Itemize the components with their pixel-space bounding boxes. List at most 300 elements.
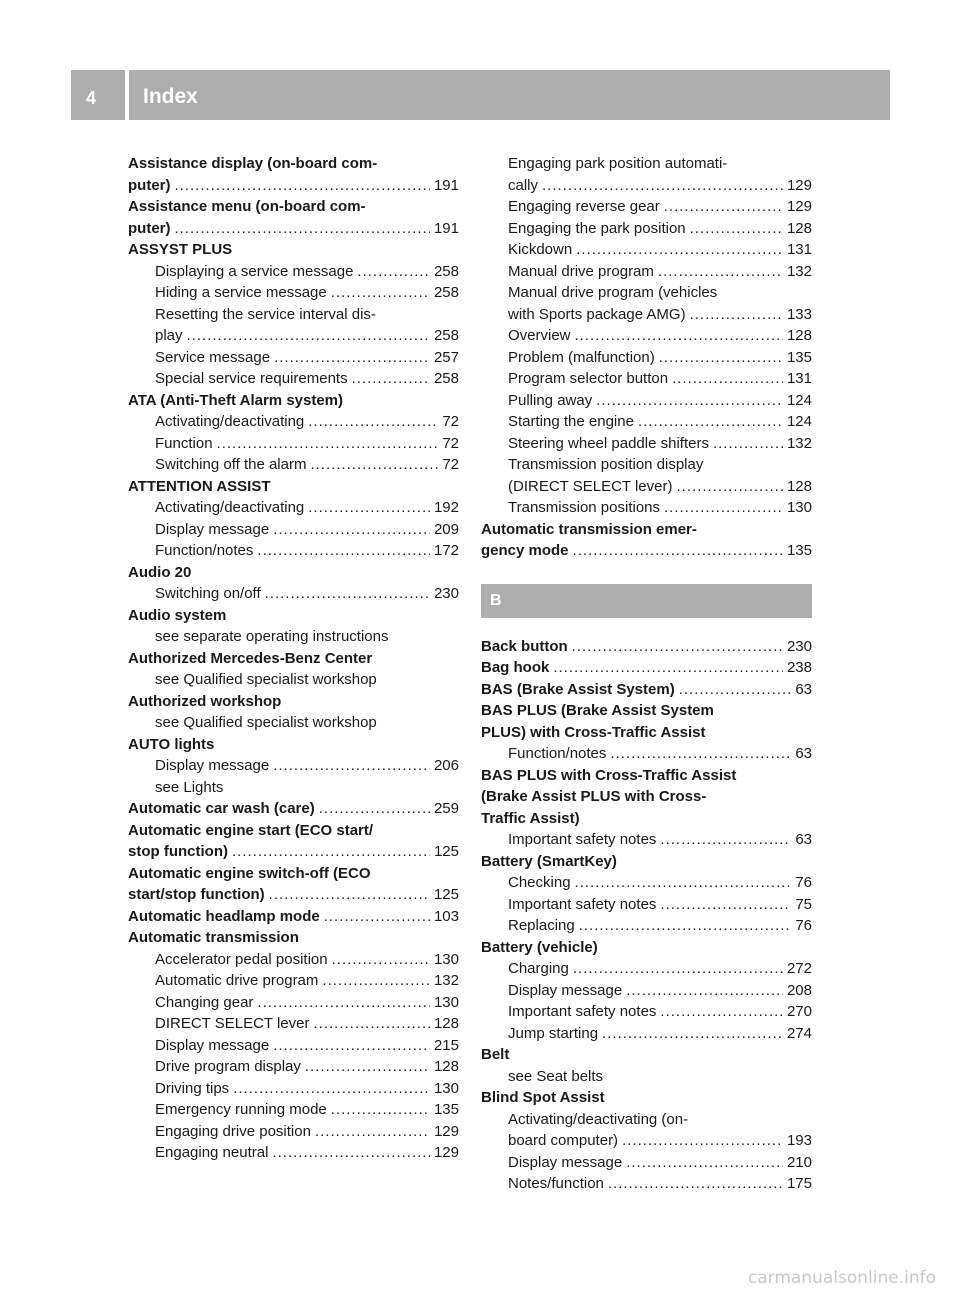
dot-leader	[602, 1023, 783, 1045]
entry-text: Important safety notes	[508, 831, 657, 848]
index-entry	[128, 648, 459, 670]
dot-leader	[322, 970, 430, 992]
index-subentry	[128, 949, 459, 971]
section-header-b	[481, 584, 812, 618]
entry-text: AUTO lights	[128, 735, 215, 753]
index-subentry	[481, 1001, 812, 1023]
dot-leader	[664, 196, 783, 218]
page-reference: 206	[433, 757, 459, 774]
index-entry	[128, 175, 459, 197]
page-reference: 230	[433, 585, 459, 602]
entry-text: Manual drive program	[508, 262, 654, 280]
page-reference: 129	[786, 198, 812, 215]
dot-leader	[664, 497, 783, 519]
dot-leader	[269, 884, 430, 906]
page-reference: 257	[433, 348, 459, 366]
page-reference: 192	[433, 499, 459, 516]
entry-text: Engaging park position automati-	[508, 155, 728, 172]
entry-text: Function	[155, 434, 213, 452]
entry-text: Program selector button	[508, 370, 669, 387]
entry-text: ATTENTION ASSIST	[128, 477, 271, 495]
dot-leader	[187, 325, 430, 347]
watermark: carmanualsonline.info	[747, 1268, 936, 1288]
entry-text: Belt	[481, 1046, 510, 1063]
entry-text: Resetting the service interval dis-	[155, 305, 376, 323]
entry-text: see Lights	[155, 778, 224, 796]
entry-text: Activating/deactivating	[155, 499, 305, 516]
page-reference: 172	[433, 542, 459, 559]
entry-text: Manual drive program (vehicles	[508, 284, 718, 301]
index-entry	[128, 390, 459, 412]
dot-leader	[575, 325, 783, 347]
index-entry	[128, 820, 459, 842]
dot-leader	[660, 894, 791, 916]
page-reference: 215	[433, 1036, 459, 1054]
index-subentry	[128, 712, 459, 734]
index-entry	[128, 841, 459, 863]
entry-text: Pulling away	[508, 391, 593, 409]
index-subentry	[481, 1023, 812, 1045]
dot-leader	[626, 980, 783, 1002]
index-entry	[128, 884, 459, 906]
entry-text: start/stop function)	[128, 886, 265, 903]
page-reference: 131	[786, 241, 812, 258]
dot-leader	[332, 949, 430, 971]
page-reference: 72	[442, 434, 459, 452]
index-subentry	[128, 1099, 459, 1121]
index-subentry	[481, 433, 812, 455]
page-reference: 259	[433, 800, 459, 817]
entry-text: Problem (malfunction)	[508, 348, 655, 366]
entry-text: Drive program display	[155, 1058, 301, 1075]
entry-text: Automatic car wash (care)	[128, 800, 315, 817]
index-entry	[128, 218, 459, 240]
entry-text: Activating/deactivating (on-	[508, 1110, 689, 1128]
page-reference: 209	[433, 520, 459, 538]
index-subentry	[481, 411, 812, 433]
index-subentry	[481, 218, 812, 240]
dot-leader	[610, 743, 791, 765]
index-entry	[481, 657, 812, 679]
index-subentry	[481, 325, 812, 347]
dot-leader	[175, 175, 430, 197]
index-entry	[128, 239, 459, 261]
entry-text: Audio 20	[128, 563, 192, 581]
entry-text: Driving tips	[155, 1079, 230, 1097]
index-entry	[128, 863, 459, 885]
entry-text: see Qualified specialist workshop	[155, 671, 377, 688]
index-subentry	[128, 1078, 459, 1100]
dot-leader	[331, 1099, 430, 1121]
page-reference: 129	[786, 176, 812, 194]
entry-text: ASSYST PLUS	[128, 241, 233, 258]
index-subentry	[128, 669, 459, 691]
index-entry	[481, 519, 812, 541]
entry-text: Automatic drive program	[155, 972, 319, 989]
page-reference: 132	[786, 434, 812, 452]
entry-text: Engaging neutral	[155, 1144, 269, 1161]
page-reference: 130	[433, 950, 459, 968]
index-subentry	[481, 239, 812, 261]
dot-leader	[257, 992, 430, 1014]
entry-text: Display message	[155, 757, 270, 774]
index-entry	[128, 906, 459, 928]
index-subentry	[128, 282, 459, 304]
dot-leader	[274, 347, 430, 369]
entry-text: Authorized Mercedes-Benz Center	[128, 649, 373, 667]
dot-leader	[175, 218, 430, 240]
entry-text: puter)	[128, 219, 171, 237]
index-entry	[481, 808, 812, 830]
entry-text: Switching on/off	[155, 585, 261, 602]
entry-text: Battery (SmartKey)	[481, 852, 617, 870]
dot-leader	[232, 841, 430, 863]
page-reference: 75	[795, 895, 812, 913]
dot-leader	[676, 476, 782, 498]
index-subentry	[481, 454, 812, 476]
page-reference: 270	[786, 1003, 812, 1020]
page-reference: 76	[795, 874, 812, 891]
dot-leader	[324, 906, 430, 928]
entry-text: Function/notes	[155, 542, 254, 559]
page-number: 4	[86, 88, 97, 108]
page-reference: 63	[795, 745, 812, 762]
index-subentry	[481, 894, 812, 916]
dot-leader	[553, 657, 783, 679]
index-subentry	[128, 1121, 459, 1143]
page-reference: 191	[433, 176, 459, 194]
index-subentry	[481, 1173, 812, 1195]
page-reference: 129	[433, 1122, 459, 1140]
entry-text: stop function)	[128, 843, 228, 860]
dot-leader	[319, 798, 430, 820]
index-entry	[128, 196, 459, 218]
page-reference: 130	[433, 993, 459, 1011]
page-reference: 193	[786, 1132, 812, 1149]
index-subentry	[481, 1066, 812, 1088]
page-reference: 133	[786, 305, 812, 323]
index-entry	[128, 562, 459, 584]
entry-text: Back button	[481, 637, 568, 655]
dot-leader	[658, 261, 783, 283]
entry-text: Kickdown	[508, 241, 573, 258]
dot-leader	[572, 636, 783, 658]
index-subentry	[481, 390, 812, 412]
page-reference: 238	[786, 659, 812, 676]
page-reference: 128	[433, 1058, 459, 1075]
dot-leader	[314, 1013, 430, 1035]
entry-text: Display message	[155, 520, 270, 538]
page-reference: 125	[433, 843, 459, 860]
dot-leader	[660, 829, 791, 851]
entry-text: Special service requirements	[155, 370, 348, 387]
index-subentry	[481, 476, 812, 498]
index-entry	[481, 679, 812, 701]
dot-leader	[272, 1142, 430, 1164]
page-reference: 125	[433, 886, 459, 903]
entry-text: Jump starting	[508, 1024, 599, 1042]
page-reference: 124	[786, 413, 812, 430]
index-subentry	[128, 347, 459, 369]
index-subentry	[128, 1142, 459, 1164]
dot-leader	[308, 411, 438, 433]
index-entry	[481, 1044, 812, 1066]
index-subentry	[481, 829, 812, 851]
entry-text: Assistance menu (on-board com-	[128, 198, 366, 215]
entry-text: Service message	[155, 348, 271, 366]
entry-text: Authorized workshop	[128, 692, 282, 710]
page-reference: 128	[433, 1015, 459, 1032]
page-header	[71, 70, 890, 120]
entry-text: Important safety notes	[508, 895, 657, 913]
dot-leader	[357, 261, 430, 283]
entry-text: Charging	[508, 960, 569, 977]
index-subentry	[481, 1130, 812, 1152]
entry-text: see Seat belts	[508, 1067, 604, 1085]
index-subentry	[128, 497, 459, 519]
dot-leader	[575, 872, 792, 894]
page-reference: 175	[786, 1175, 812, 1192]
entry-text: see separate operating instructions	[155, 628, 389, 645]
index-subentry	[481, 261, 812, 283]
page-reference: 258	[433, 327, 459, 344]
entry-text: Function/notes	[508, 745, 607, 762]
index-subentry	[128, 411, 459, 433]
dot-leader	[315, 1121, 430, 1143]
section-letter: B	[490, 591, 502, 609]
entry-text: see Qualified specialist workshop	[155, 714, 377, 731]
entry-text: Automatic transmission	[128, 929, 299, 946]
page-reference: 128	[786, 477, 812, 495]
index-subentry	[481, 368, 812, 390]
entry-text: Notes/function	[508, 1175, 604, 1192]
page-reference: 258	[433, 262, 459, 280]
index-subentry	[128, 1035, 459, 1057]
page-reference: 132	[786, 262, 812, 280]
page-reference: 131	[786, 370, 812, 387]
index-subentry	[481, 497, 812, 519]
entry-text: board computer)	[508, 1132, 619, 1149]
entry-text: Checking	[508, 874, 571, 891]
entry-text: Starting the engine	[508, 413, 634, 430]
dot-leader	[331, 282, 430, 304]
index-subentry	[481, 196, 812, 218]
entry-text: DIRECT SELECT lever	[155, 1015, 310, 1032]
page-reference: 135	[433, 1101, 459, 1118]
dot-leader	[638, 411, 783, 433]
dot-leader	[273, 1035, 430, 1057]
entry-text: Transmission positions	[508, 499, 660, 516]
index-entry	[481, 722, 812, 744]
index-subentry	[481, 1109, 812, 1131]
entry-text: Overview	[508, 327, 571, 344]
entry-text: Engaging reverse gear	[508, 198, 660, 215]
entry-text: (DIRECT SELECT lever)	[508, 477, 673, 495]
page-reference: 230	[786, 637, 812, 655]
page-reference: 258	[433, 284, 459, 301]
dot-leader	[660, 1001, 783, 1023]
dot-leader	[310, 454, 438, 476]
index-subentry	[481, 347, 812, 369]
dot-leader	[273, 519, 430, 541]
entry-text: Hiding a service message	[155, 284, 327, 301]
page-reference: 208	[786, 981, 812, 999]
index-subentry	[481, 304, 812, 326]
entry-text: BAS PLUS with Cross-Traffic Assist	[481, 766, 737, 784]
index-entry	[481, 636, 812, 658]
page-reference: 103	[433, 907, 459, 925]
page-reference: 72	[442, 413, 459, 430]
entry-text: Emergency running mode	[155, 1101, 327, 1118]
index-entry	[128, 734, 459, 756]
index-entry	[481, 851, 812, 873]
entry-text: BAS PLUS (Brake Assist System	[481, 702, 714, 719]
dot-leader	[690, 218, 783, 240]
index-subentry	[128, 626, 459, 648]
index-entry	[128, 691, 459, 713]
entry-text: Switching off the alarm	[155, 456, 307, 473]
dot-leader	[217, 433, 439, 455]
entry-text: puter)	[128, 176, 171, 194]
dot-leader	[579, 915, 792, 937]
entry-text: Automatic engine switch-off (ECO	[128, 864, 371, 882]
entry-text: BAS (Brake Assist System)	[481, 680, 675, 698]
page-reference: 63	[795, 831, 812, 848]
entry-text: Battery (vehicle)	[481, 938, 598, 956]
index-subentry	[481, 282, 812, 304]
index-subentry	[481, 153, 812, 175]
page-reference: 135	[786, 542, 812, 559]
entry-text: Displaying a service message	[155, 262, 354, 280]
entry-text: gency mode	[481, 542, 569, 559]
dot-leader	[573, 540, 783, 562]
index-subentry	[128, 777, 459, 799]
dot-leader	[576, 239, 783, 261]
index-entry	[128, 153, 459, 175]
entry-text: with Sports package AMG)	[508, 305, 686, 323]
entry-text: Assistance display (on-board com-	[128, 155, 378, 172]
entry-text: Engaging the park position	[508, 219, 686, 237]
entry-text: PLUS) with Cross-Traffic Assist	[481, 723, 706, 741]
entry-text: Transmission position display	[508, 456, 704, 473]
index-subentry	[128, 325, 459, 347]
entry-text: Display message	[508, 981, 623, 999]
entry-text: Changing gear	[155, 993, 254, 1011]
dot-leader	[608, 1173, 783, 1195]
index-subentry	[481, 743, 812, 765]
page-reference: 191	[433, 219, 459, 237]
page-reference: 128	[786, 219, 812, 237]
dot-leader	[672, 368, 783, 390]
entry-text: Blind Spot Assist	[481, 1089, 605, 1106]
index-entry	[481, 540, 812, 562]
entry-text: (Brake Assist PLUS with Cross-	[481, 788, 707, 805]
page-reference: 210	[786, 1153, 812, 1171]
page-reference: 76	[795, 917, 812, 934]
dot-leader	[257, 540, 430, 562]
dot-leader	[713, 433, 783, 455]
dot-leader	[626, 1152, 783, 1174]
entry-text: Bag hook	[481, 659, 550, 676]
entry-text: cally	[508, 176, 539, 194]
entry-text: Accelerator pedal position	[155, 950, 328, 968]
index-group-a-continued	[481, 153, 812, 562]
index-subentry	[128, 454, 459, 476]
entry-text: Automatic engine start (ECO start/	[128, 821, 374, 839]
index-subentry	[128, 755, 459, 777]
dot-leader	[305, 1056, 430, 1078]
index-entry	[128, 798, 459, 820]
index-entry	[481, 1087, 812, 1109]
dot-leader	[679, 679, 792, 701]
index-subentry	[128, 583, 459, 605]
dot-leader	[352, 368, 430, 390]
index-entry	[128, 927, 459, 949]
index-entry	[128, 605, 459, 627]
entry-text: Important safety notes	[508, 1003, 657, 1020]
header-divider	[125, 70, 129, 120]
page-reference: 132	[433, 972, 459, 989]
index-subentry	[128, 970, 459, 992]
entry-text: Display message	[508, 1153, 623, 1171]
page-reference: 135	[786, 348, 812, 366]
dot-leader	[573, 958, 783, 980]
entry-text: Engaging drive position	[155, 1122, 311, 1140]
page-reference: 258	[433, 370, 459, 387]
index-subentry	[128, 519, 459, 541]
page-reference: 124	[786, 391, 812, 409]
dot-leader	[265, 583, 430, 605]
entry-text: Automatic headlamp mode	[128, 907, 320, 925]
index-column-right	[481, 153, 812, 1195]
index-subentry	[128, 304, 459, 326]
dot-leader	[542, 175, 783, 197]
index-subentry	[481, 915, 812, 937]
index-subentry	[128, 1013, 459, 1035]
dot-leader	[273, 755, 430, 777]
dot-leader	[596, 390, 783, 412]
index-subentry	[481, 1152, 812, 1174]
index-subentry	[128, 992, 459, 1014]
page-reference: 130	[786, 499, 812, 516]
index-group-b	[481, 636, 812, 1195]
entry-text: Replacing	[508, 917, 575, 934]
index-entry	[481, 700, 812, 722]
entry-text: Display message	[155, 1036, 270, 1054]
index-subentry	[481, 958, 812, 980]
entry-text: Automatic transmission emer-	[481, 520, 697, 538]
index-subentry	[128, 368, 459, 390]
dot-leader	[308, 497, 430, 519]
entry-text: Steering wheel paddle shifters	[508, 434, 709, 452]
index-entry	[481, 937, 812, 959]
page-reference: 128	[786, 327, 812, 344]
entry-text: Traffic Assist)	[481, 809, 580, 827]
page-reference: 274	[786, 1024, 812, 1042]
index-subentry	[128, 261, 459, 283]
index-entry	[481, 786, 812, 808]
index-subentry	[481, 980, 812, 1002]
page-reference: 63	[795, 680, 812, 698]
index-subentry	[481, 872, 812, 894]
index-entry	[128, 476, 459, 498]
page-reference: 130	[433, 1079, 459, 1097]
page-reference: 272	[786, 960, 812, 977]
index-entry	[481, 765, 812, 787]
dot-leader	[690, 304, 783, 326]
entry-text: play	[155, 327, 183, 344]
page-title: Index	[143, 85, 198, 108]
